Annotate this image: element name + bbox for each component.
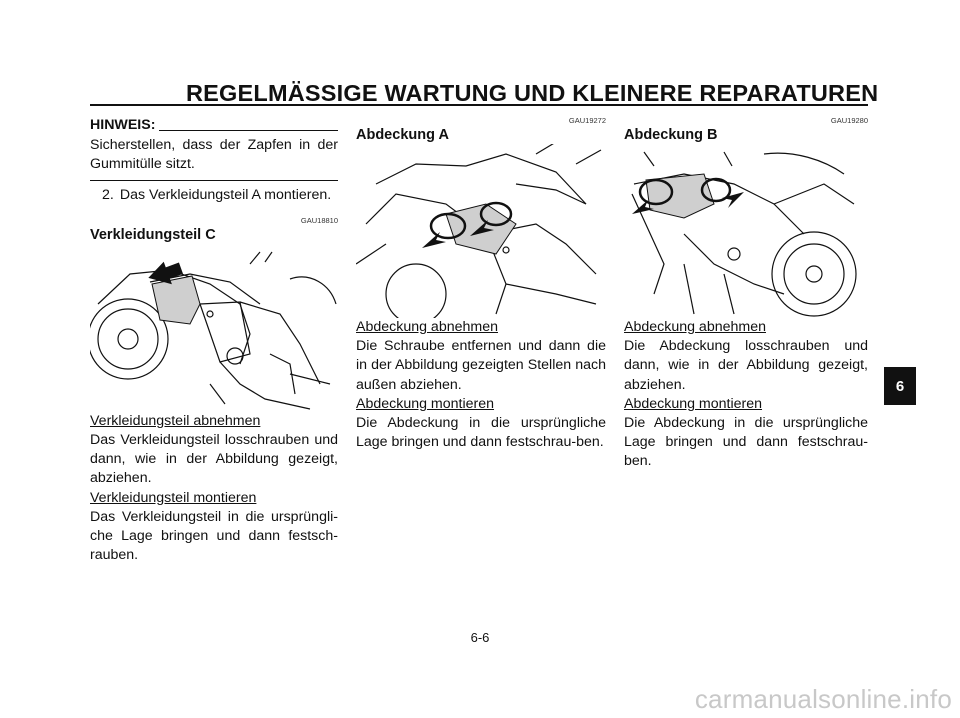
- install-heading: Abdeckung montieren: [624, 395, 763, 412]
- note-rule: [159, 130, 338, 131]
- remove-heading: Abdeckung abnehmen: [624, 319, 766, 335]
- install-heading: Abdeckung montieren: [356, 395, 495, 412]
- install-text: Das Verkleidungsteil in die ursprüngli-che Lage bringen und dann festsch-rauben.: [90, 508, 338, 564]
- step-text: Das Verkleidungsteil A montieren.: [119, 186, 332, 203]
- page-number: 6-6: [470, 630, 490, 645]
- note-text: Sicherstellen, dass der Zapfen in der Gummitülle sitzt.: [90, 137, 338, 173]
- cover-a-illustration: [356, 144, 606, 318]
- remove-text: Die Schraube entfernen und dann die in der Abbildung gezeigten Stellen nach außen abziehen.: [356, 338, 606, 393]
- note-end-rule: [90, 180, 338, 181]
- step-number: 2.: [102, 186, 114, 203]
- section-code: GAU19280: [830, 116, 868, 125]
- chapter-tab: 6: [884, 367, 916, 405]
- section-title: Abdeckung A: [356, 127, 449, 143]
- section-title: Verkleidungsteil C: [90, 226, 216, 243]
- fairing-c-illustration: [90, 244, 338, 412]
- section-code: GAU19272: [568, 116, 606, 125]
- remove-text: Die Abdeckung losschrauben und dann, wie in der Abbildung gezeigt, abziehen.: [624, 338, 868, 393]
- section-code: GAU18810: [300, 215, 338, 225]
- middle-column: [356, 116, 606, 452]
- remove-heading: Abdeckung abnehmen: [356, 319, 498, 335]
- note-label: HINWEIS:: [90, 117, 156, 133]
- watermark: carmanualsonline.info: [694, 684, 952, 714]
- left-column: [90, 116, 338, 565]
- remove-heading: Verkleidungsteil abnehmen: [90, 412, 261, 429]
- install-heading: Verkleidungsteil montieren: [90, 489, 257, 506]
- remove-text: Das Verkleidungsteil losschrauben und dann, wie in der Abbildung gezeigt, abziehen.: [90, 432, 338, 487]
- right-column: [624, 116, 868, 472]
- section-title: Abdeckung B: [624, 127, 718, 143]
- note-header: [90, 116, 338, 135]
- page-title: REGELMÄSSIGE WARTUNG UND KLEINERE REPARATUREN: [186, 80, 879, 106]
- title-rule: [90, 104, 868, 106]
- install-text: Die Abdeckung in die ursprüngliche Lage bringen und dann festschrau-ben.: [356, 415, 606, 451]
- step-item: [90, 186, 338, 205]
- cover-b-illustration: [624, 144, 868, 318]
- install-text: Die Abdeckung in die ursprüngliche Lage bringen und dann festschrau-ben.: [624, 415, 868, 470]
